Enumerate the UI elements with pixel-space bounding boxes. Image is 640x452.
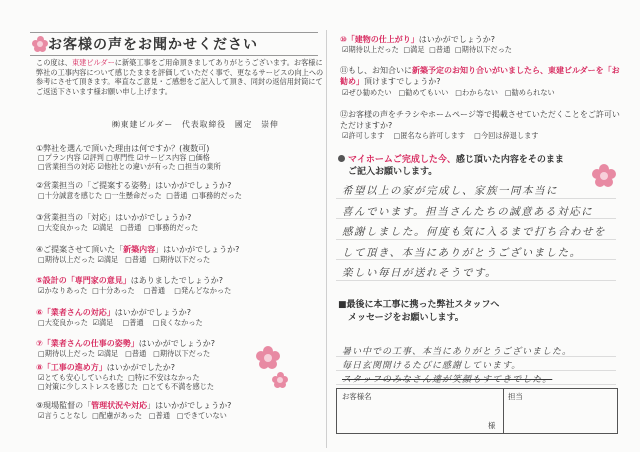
sakura-icon [256, 346, 280, 370]
question-2: ②営業担当の「ご提案する姿勢」はいかがでしょうか? [36, 181, 232, 190]
center-divider [326, 30, 327, 448]
q8-options-row1: ☑とても安心していられた □特に不安はなかった [38, 373, 200, 382]
handwritten-comment-line: 感謝しました。何度も気に入るまで打ち合わせを [342, 226, 606, 238]
sakura-icon [592, 164, 616, 188]
name-box-divider [503, 389, 504, 433]
staff-label: 担当 [508, 392, 523, 401]
q3-options: □大変良かった ☑満足 □普通 □事務的だった [38, 223, 199, 232]
handwritten-comment-line: 希望以上の家が完成し、家族一同本当に [342, 185, 558, 197]
comments-heading-line2: ご記入お願いします。 [348, 167, 438, 177]
q5-options: ☑かなりあった □十分あった □普通 □発んどなかった [38, 286, 232, 295]
question-8: ⑧「工事の進め方」はいかがでしたか? [36, 363, 176, 372]
question-1: ①弊社を選んで頂いた理由は何ですか？(複数可) [36, 144, 210, 153]
handwritten-comment-line: 喜んでいます。担当さんたちの誠意ある対応に [342, 206, 594, 218]
question-10: ⑩「建物の仕上がり」はいかがでしょうか? [340, 35, 496, 44]
q7-options: □期待以上だった ☑満足 □普通 □期待以下だった [38, 349, 211, 358]
writing-line [336, 239, 616, 240]
question-3: ③営業担当の「対応」はいかがでしょうか? [36, 213, 192, 222]
q12-options: ☑許可します □匿名なら許可します □今回は辞退します [342, 131, 539, 140]
sakura-icon [272, 372, 288, 388]
honorific-label: 様 [488, 421, 496, 430]
staff-message-heading: ■最後に本工事に携った弊社スタッフへ [338, 300, 500, 310]
customer-name-box [336, 388, 618, 434]
q4-options: □期待以上だった ☑満足 □普通 □期待以下だった [38, 255, 211, 264]
question-11: ⑪もし、お知合いに新築予定のお知り合いがいましたら、東建ビルダーを「お勧め」頂けますでしょうか? [340, 66, 620, 86]
question-5: ⑤設計の「専門家の意見」はありましたでしょうか? [36, 276, 224, 285]
q1-options-row1: □プラン内容 ☑評判 □専門性 ☑サービス内容 □価格 [38, 153, 210, 162]
staff-message-heading-line2: メッセージをお願いします。 [348, 313, 464, 323]
writing-line [336, 280, 616, 281]
handwritten-message-line: 毎日玄関開けるたびに感謝しています。 [342, 361, 522, 371]
handwritten-comment-line: して頂き、本当にありがとうございました。 [342, 247, 582, 259]
customer-name-label: お客様名 [342, 392, 372, 401]
q11-options: ☑ぜひ勧めたい □勧めてもいい □わからない □勧められない [342, 88, 555, 97]
handwritten-message-line: 暑い中での工事、本当にありがとうございました。 [342, 347, 573, 357]
question-7: ⑦「業者さんの仕事の姿勢」はいかがでしょうか? [36, 339, 216, 348]
question-4: ④ご提案させて頂いた「新築内容」はいかがでしょうか? [36, 245, 240, 254]
writing-line [336, 198, 616, 199]
comments-heading: マイホームご完成した今、感じ頂いた内容をそのまま [338, 152, 564, 165]
question-6: ⑥「業者さんの対応」はいかがでしょうか? [36, 308, 192, 317]
intro-text: この度は、東建ビルダーに新築工事をご用命頂きましてありがとうございます。お客様に弊社の工事内容について感じたままを評価していただく事で、更なるサービスの向上への参考にさせて頂きます。率直なご意見・ご感想をご記入して頂き、同封の返信用封筒にてご返送下さいます様お願い申し上げます。 [36, 58, 324, 96]
q6-options: □大変良かった ☑満足 □普通 □良くなかった [38, 318, 203, 327]
page-title: お客様の声をお聞かせください [48, 37, 258, 53]
q10-options: ☑期待以上だった □満足 □普通 □期待以下だった [342, 45, 512, 54]
q9-options: ☑言うことなし □配慮があった □普通 □できていない [38, 411, 227, 420]
q2-options: □十分誠意を感じた □一生懸命だった □普通 □事務的だった [38, 191, 242, 200]
q8-options-row2: □対策に少しストレスを感じた □とても不満を感じた [38, 382, 215, 391]
question-12: ⑫お客様の声をチラシやホームページ等で掲載させていただくことをご許可いただけますか? [340, 110, 620, 130]
handwritten-message-line: スタッフのみなさん達が笑顔もすてきでした。 [342, 375, 553, 385]
q1-options-row2: □営業担当の対応 ☑他社との違いが有った □担当の業所 [38, 162, 221, 171]
signature-line: ㈱東建ビルダー 代表取締役 國定 崇伸 [112, 120, 279, 129]
handwritten-comment-line: 楽しい毎日が送れそうです。 [342, 267, 498, 279]
question-9: ⑨現場監督の「管理状況や対応」はいかがでしょうか? [36, 401, 232, 410]
